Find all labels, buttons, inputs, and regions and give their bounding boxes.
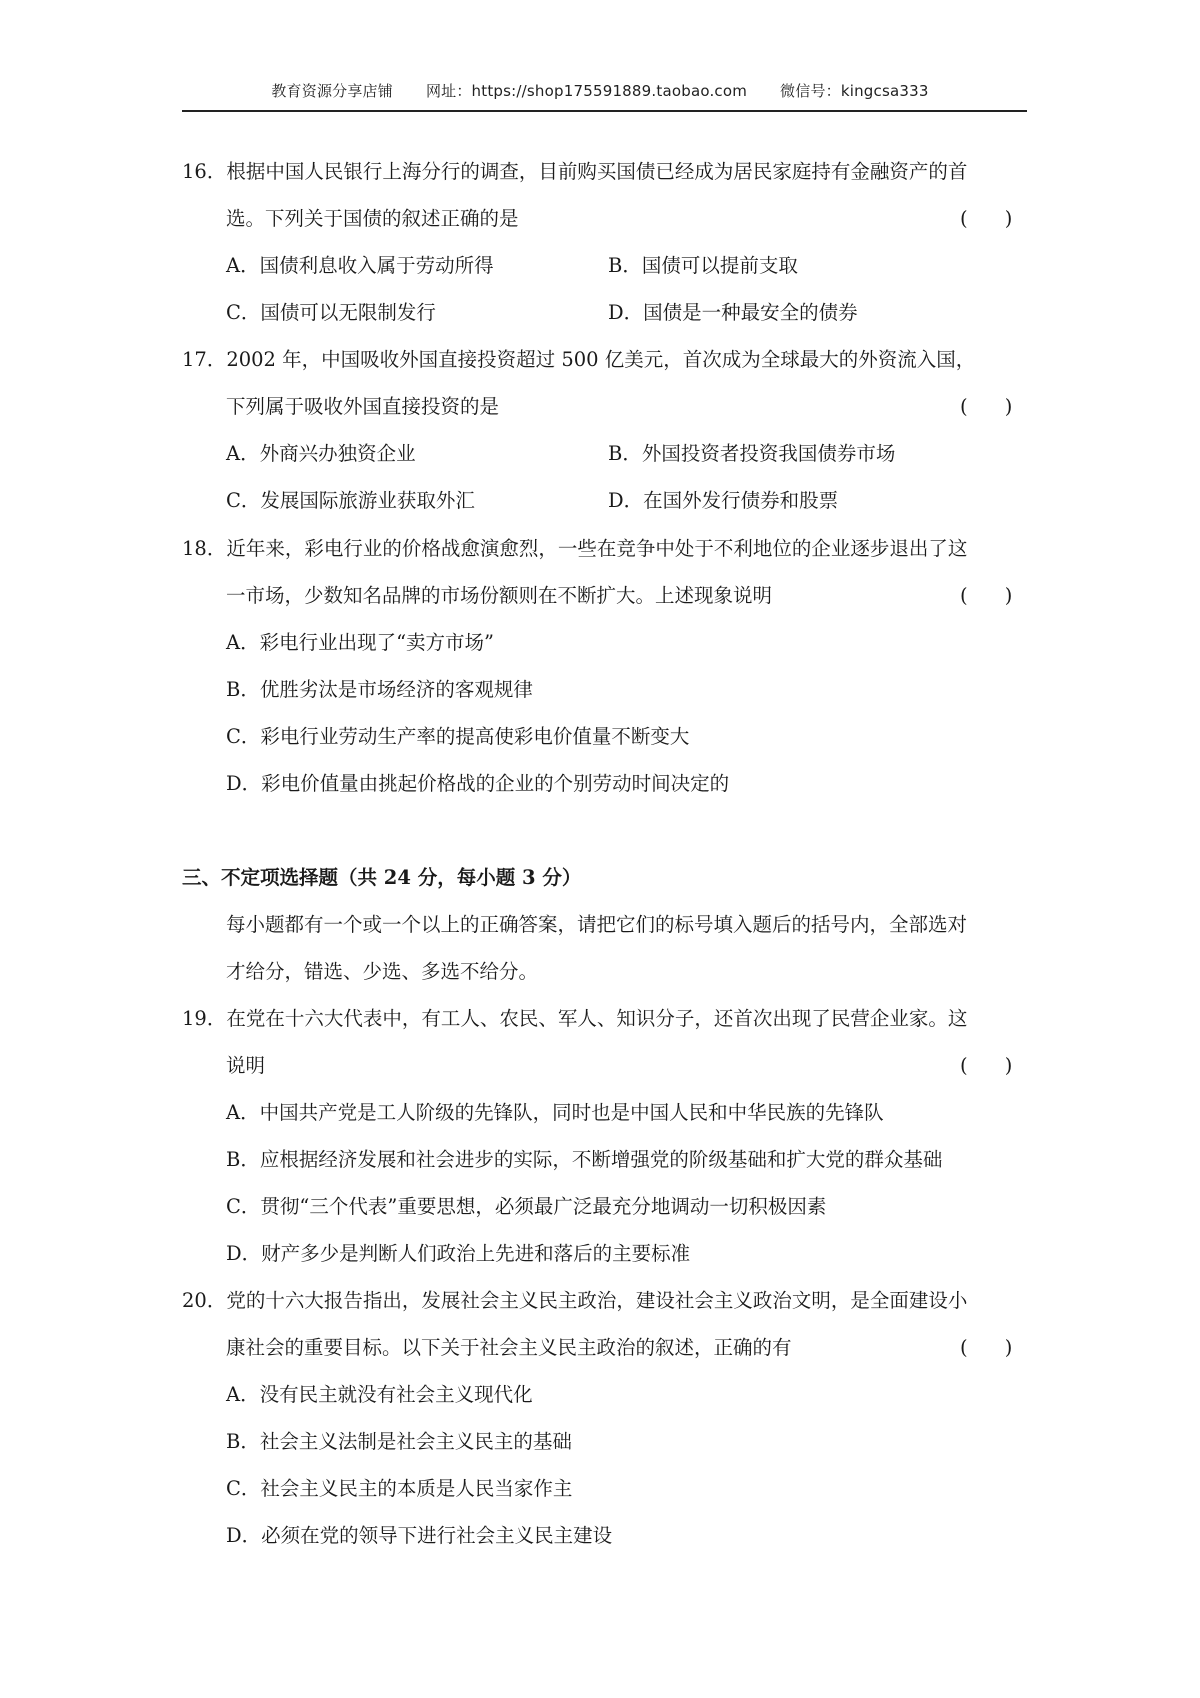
answer-bracket: ( ) xyxy=(960,1054,1013,1077)
option-b: B．优胜劣汰是市场经济的客观规律 xyxy=(226,678,533,701)
option-a: A．外商兴办独资企业 xyxy=(226,442,416,465)
option-a: A．中国共产党是工人阶级的先锋队，同时也是中国人民和中华民族的先锋队 xyxy=(226,1101,884,1124)
question-17-line1 xyxy=(182,348,975,372)
question-20-line2: 康社会的重要目标。以下关于社会主义民主政治的叙述，正确的有 xyxy=(226,1336,792,1359)
option-b: B．应根据经济发展和社会进步的实际，不断增强党的阶级基础和扩大党的群众基础 xyxy=(226,1148,943,1171)
question-text: 2002 年，中国吸收外国直接投资超过 500 亿美元，首次成为全球最大的外资流入国， xyxy=(226,348,976,371)
question-number: 20． xyxy=(182,1289,227,1312)
option-c: C．发展国际旅游业获取外汇 xyxy=(226,489,475,512)
option-c: C．国债可以无限制发行 xyxy=(226,301,436,324)
section-3-instructions-line2: 才给分，错选、少选、多选不给分。 xyxy=(226,960,539,983)
option-b: B．国债可以提前支取 xyxy=(608,254,798,277)
question-20-line1 xyxy=(182,1289,967,1313)
question-text: 近年来，彩电行业的价格战愈演愈烈，一些在竞争中处于不利地位的企业逐步退出了这 xyxy=(226,537,968,560)
question-16-line1 xyxy=(182,160,967,184)
option-b: B．社会主义法制是社会主义民主的基础 xyxy=(226,1430,572,1453)
header-shop-name: 教育资源分享店铺 xyxy=(271,82,393,100)
question-number: 16． xyxy=(182,160,227,183)
question-number: 17． xyxy=(182,348,227,371)
question-19-line2: 说明 xyxy=(226,1054,266,1077)
option-c: C．贯彻“三个代表”重要思想，必须最广泛最充分地调动一切积极因素 xyxy=(226,1195,827,1218)
option-a: A．国债利息收入属于劳动所得 xyxy=(226,254,494,277)
question-18-line2: 一市场，少数知名品牌的市场份额则在不断扩大。上述现象说明 xyxy=(226,584,773,607)
question-text: 根据中国人民银行上海分行的调查，目前购买国债已经成为居民家庭持有金融资产的首 xyxy=(226,160,968,183)
option-b: B．外国投资者投资我国债券市场 xyxy=(608,442,896,465)
question-16-line2: 选。下列关于国债的叙述正确的是 xyxy=(226,207,519,230)
header-url: 网址：https://shop175591889.taobao.com xyxy=(425,82,748,100)
header-wechat: 微信号：kingcsa333 xyxy=(780,82,929,100)
question-number: 18． xyxy=(182,537,227,560)
question-text: 在党在十六大代表中，有工人、农民、军人、知识分子，还首次出现了民营企业家。这 xyxy=(226,1007,968,1030)
option-d: D．必须在党的领导下进行社会主义民主建设 xyxy=(226,1524,613,1547)
question-text: 党的十六大报告指出，发展社会主义民主政治，建设社会主义政治文明，是全面建设小 xyxy=(226,1289,968,1312)
page-header xyxy=(0,80,1200,101)
option-d: D．彩电价值量由挑起价格战的企业的个别劳动时间决定的 xyxy=(226,772,730,795)
question-18-line1 xyxy=(182,537,967,561)
header-divider xyxy=(182,110,1027,112)
option-c: C．社会主义民主的本质是人民当家作主 xyxy=(226,1477,573,1500)
section-3-title: 三、不定项选择题（共 24 分，每小题 3 分） xyxy=(182,866,582,889)
option-d: D．在国外发行债券和股票 xyxy=(608,489,839,512)
question-19-line1 xyxy=(182,1007,967,1031)
option-d: D．财产多少是判断人们政治上先进和落后的主要标准 xyxy=(226,1242,691,1265)
answer-bracket: ( ) xyxy=(960,207,1013,230)
option-d: D．国债是一种最安全的债券 xyxy=(608,301,858,324)
option-a: A．没有民主就没有社会主义现代化 xyxy=(226,1383,533,1406)
question-number: 19． xyxy=(182,1007,227,1030)
section-3-instructions-line1: 每小题都有一个或一个以上的正确答案，请把它们的标号填入题后的括号内，全部选对 xyxy=(226,913,968,936)
question-17-line2: 下列属于吸收外国直接投资的是 xyxy=(226,395,500,418)
option-c: C．彩电行业劳动生产率的提高使彩电价值量不断变大 xyxy=(226,725,690,748)
answer-bracket: ( ) xyxy=(960,1336,1013,1359)
answer-bracket: ( ) xyxy=(960,584,1013,607)
option-a: A．彩电行业出现了“卖方市场” xyxy=(226,631,495,654)
answer-bracket: ( ) xyxy=(960,395,1013,418)
